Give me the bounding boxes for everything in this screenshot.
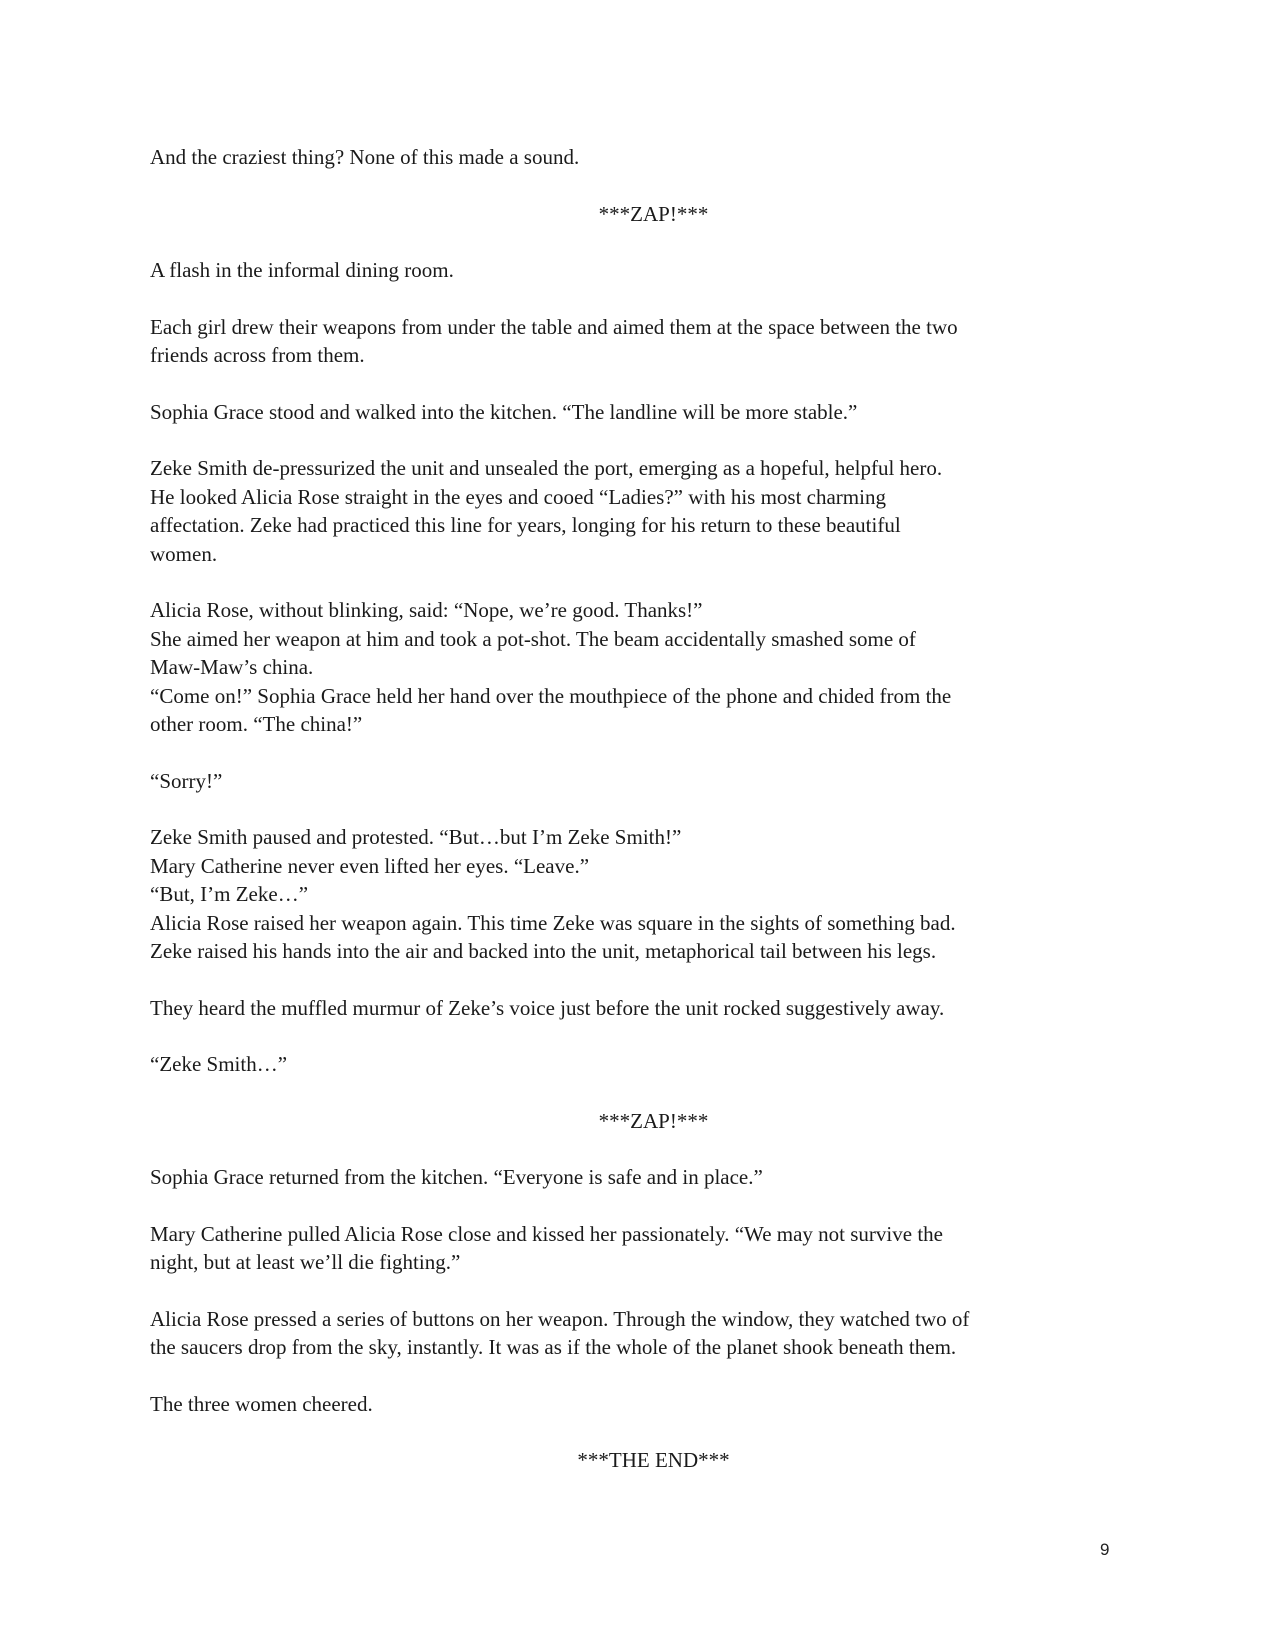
paragraph-line: She aimed her weapon at him and took a pot-shot. The beam accidentally smashed some of — [150, 626, 916, 651]
paragraph-line: The three women cheered. — [150, 1391, 373, 1416]
paragraph-line: “Come on!” Sophia Grace held her hand over the mouthpiece of the phone and chided from the — [150, 683, 952, 708]
paragraph — [150, 1390, 1135, 1419]
paragraph-line: And the craziest thing? None of this made a sound. — [150, 145, 580, 169]
paragraph-line: Each girl drew their weapons from under the table and aimed them at the space between the two — [150, 314, 958, 339]
paragraph — [150, 454, 1135, 568]
paragraph-line: Zeke Smith paused and protested. “But…but I’m Zeke Smith!” — [150, 825, 682, 849]
scene-break-text: ***THE END*** — [577, 1448, 730, 1472]
paragraph-line: Zeke raised his hands into the air and backed into the unit, metaphorical tail between his legs. — [150, 939, 937, 963]
scene-break — [150, 200, 1135, 229]
paragraph-line: Alicia Rose, without blinking, said: “Nope, we’re good. Thanks!” — [150, 598, 703, 622]
paragraph-line: Maw-Maw’s china. — [150, 655, 314, 679]
paragraph — [150, 313, 1135, 370]
paragraph — [150, 1305, 1135, 1362]
paragraph-line: They heard the muffled murmur of Zeke’s voice just before the unit rocked suggestively away. — [150, 995, 945, 1020]
scene-break — [150, 1446, 1135, 1475]
paragraph-line: He looked Alicia Rose straight in the eyes and cooed “Ladies?” with his most charming — [150, 484, 886, 509]
paragraph — [150, 398, 1135, 427]
paragraph — [150, 1050, 1135, 1079]
paragraph-line: Sophia Grace returned from the kitchen. “Everyone is safe and in place.” — [150, 1165, 763, 1189]
paragraph-line: Alicia Rose raised her weapon again. This time Zeke was square in the sights of something bad. — [150, 910, 956, 935]
paragraph — [150, 143, 1135, 172]
story-text — [150, 143, 1135, 1503]
scene-break — [150, 1107, 1135, 1136]
paragraph — [150, 823, 1135, 966]
paragraph-line: “Sorry!” — [150, 768, 223, 793]
paragraph-line: “Zeke Smith…” — [150, 1052, 288, 1076]
paragraph-line: the saucers drop from the sky, instantly. It was as if the whole of the planet shook beneath them. — [150, 1335, 957, 1359]
page-number: 9 — [1100, 1540, 1110, 1559]
scene-break-text: ***ZAP!*** — [598, 201, 709, 226]
paragraph-line: Zeke Smith de-pressurized the unit and unsealed the port, emerging as a hopeful, helpful hero. — [150, 456, 943, 480]
paragraph-line: Sophia Grace stood and walked into the kitchen. “The landline will be more stable.” — [150, 399, 858, 424]
scene-break-text: ***ZAP!*** — [598, 1108, 709, 1133]
paragraph-line: A flash in the informal dining room. — [150, 258, 454, 282]
paragraph — [150, 1163, 1135, 1192]
paragraph — [150, 767, 1135, 796]
paragraph-line: other room. “The china!” — [150, 712, 363, 736]
paragraph-line: night, but at least we’ll die fighting.” — [150, 1250, 461, 1274]
paragraph-line: affectation. Zeke had practiced this line for years, longing for his return to these beautiful — [150, 513, 901, 537]
paragraph — [150, 994, 1135, 1023]
paragraph — [150, 256, 1135, 285]
paragraph — [150, 596, 1135, 739]
paragraph — [150, 1220, 1135, 1277]
paragraph-line: Mary Catherine never even lifted her eyes. “Leave.” — [150, 853, 590, 878]
paragraph-line: Mary Catherine pulled Alicia Rose close and kissed her passionately. “We may not survive the — [150, 1221, 943, 1246]
paragraph-line: Alicia Rose pressed a series of buttons on her weapon. Through the window, they watched two of — [150, 1306, 970, 1331]
paragraph-line: women. — [150, 541, 218, 566]
paragraph-line: friends across from them. — [150, 343, 365, 367]
paragraph-line: “But, I’m Zeke…” — [150, 882, 309, 906]
